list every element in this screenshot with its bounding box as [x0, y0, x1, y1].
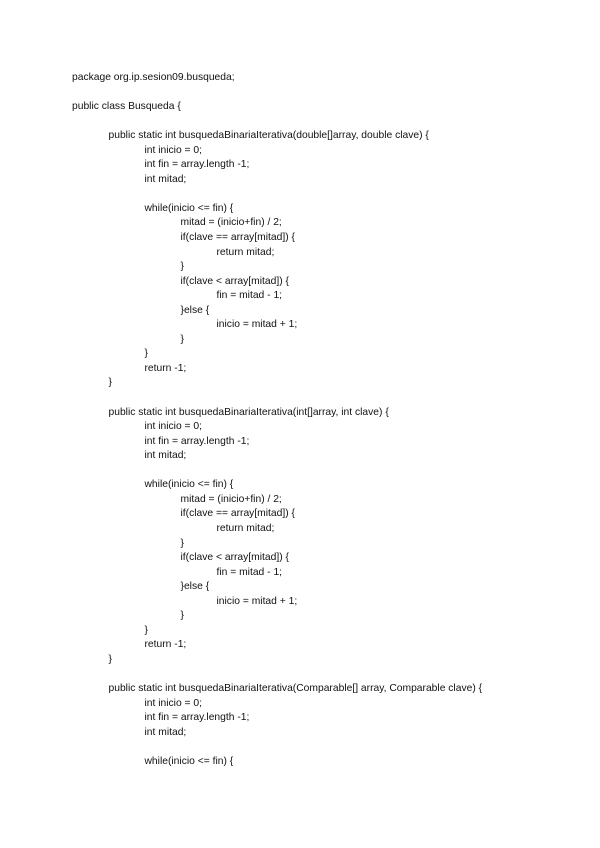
- code-line: if(clave == array[mitad]) {: [180, 508, 295, 520]
- code-line: return -1;: [144, 639, 187, 651]
- code-line: mitad = (inicio+fin) / 2;: [180, 217, 282, 229]
- blank-line: [72, 187, 482, 202]
- code-line: inicio = mitad + 1;: [216, 319, 298, 331]
- code-line: int inicio = 0;: [144, 144, 203, 156]
- code-line: int mitad;: [144, 173, 187, 185]
- code-line: int mitad;: [144, 726, 187, 738]
- blank-line: [72, 86, 482, 101]
- code-line: package org.ip.sesion09.busqueda;: [72, 72, 235, 83]
- code-line: }else {: [180, 304, 210, 316]
- code-line: public static int busquedaBinariaIterativa(double[]array, double clave) {: [108, 130, 429, 142]
- code-line: return -1;: [144, 362, 187, 374]
- blank-line: [72, 740, 482, 755]
- code-line: public static int busquedaBinariaIterativa(Comparable[] array, Comparable clave) {: [108, 682, 483, 694]
- code-line: int inicio = 0;: [144, 421, 203, 433]
- code-line: int fin = array.length -1;: [144, 712, 250, 724]
- code-line: if(clave < array[mitad]) {: [180, 552, 289, 564]
- code-line: }: [144, 348, 148, 360]
- code-line: }: [180, 610, 184, 622]
- blank-line: [72, 667, 482, 682]
- code-line: while(inicio <= fin) {: [144, 479, 234, 491]
- source-code-listing: [72, 71, 482, 769]
- code-line: }: [108, 653, 112, 665]
- blank-line: [72, 391, 482, 406]
- code-line: int fin = array.length -1;: [144, 435, 250, 447]
- code-line: return mitad;: [216, 522, 275, 534]
- code-line: }: [144, 624, 148, 636]
- code-line: int mitad;: [144, 450, 187, 462]
- code-line: inicio = mitad + 1;: [216, 595, 298, 607]
- code-line: int fin = array.length -1;: [144, 159, 250, 171]
- code-line: }: [180, 333, 184, 345]
- code-line: }else {: [180, 581, 210, 593]
- code-line: }: [180, 537, 184, 549]
- code-line: public class Busqueda {: [72, 101, 181, 113]
- code-line: public static int busquedaBinariaIterativa(int[]array, int clave) {: [108, 406, 389, 418]
- code-line: while(inicio <= fin) {: [144, 202, 234, 214]
- blank-line: [72, 115, 482, 130]
- code-line: }: [180, 261, 184, 273]
- code-line: mitad = (inicio+fin) / 2;: [180, 493, 282, 505]
- code-line: fin = mitad - 1;: [216, 290, 283, 302]
- code-line: }: [108, 377, 112, 389]
- code-line: while(inicio <= fin) {: [144, 755, 234, 767]
- code-line: if(clave == array[mitad]) {: [180, 232, 295, 244]
- blank-line: [72, 464, 482, 479]
- code-line: fin = mitad - 1;: [216, 566, 283, 578]
- code-line: return mitad;: [216, 246, 275, 258]
- code-line: int inicio = 0;: [144, 697, 203, 709]
- code-line: if(clave < array[mitad]) {: [180, 275, 289, 287]
